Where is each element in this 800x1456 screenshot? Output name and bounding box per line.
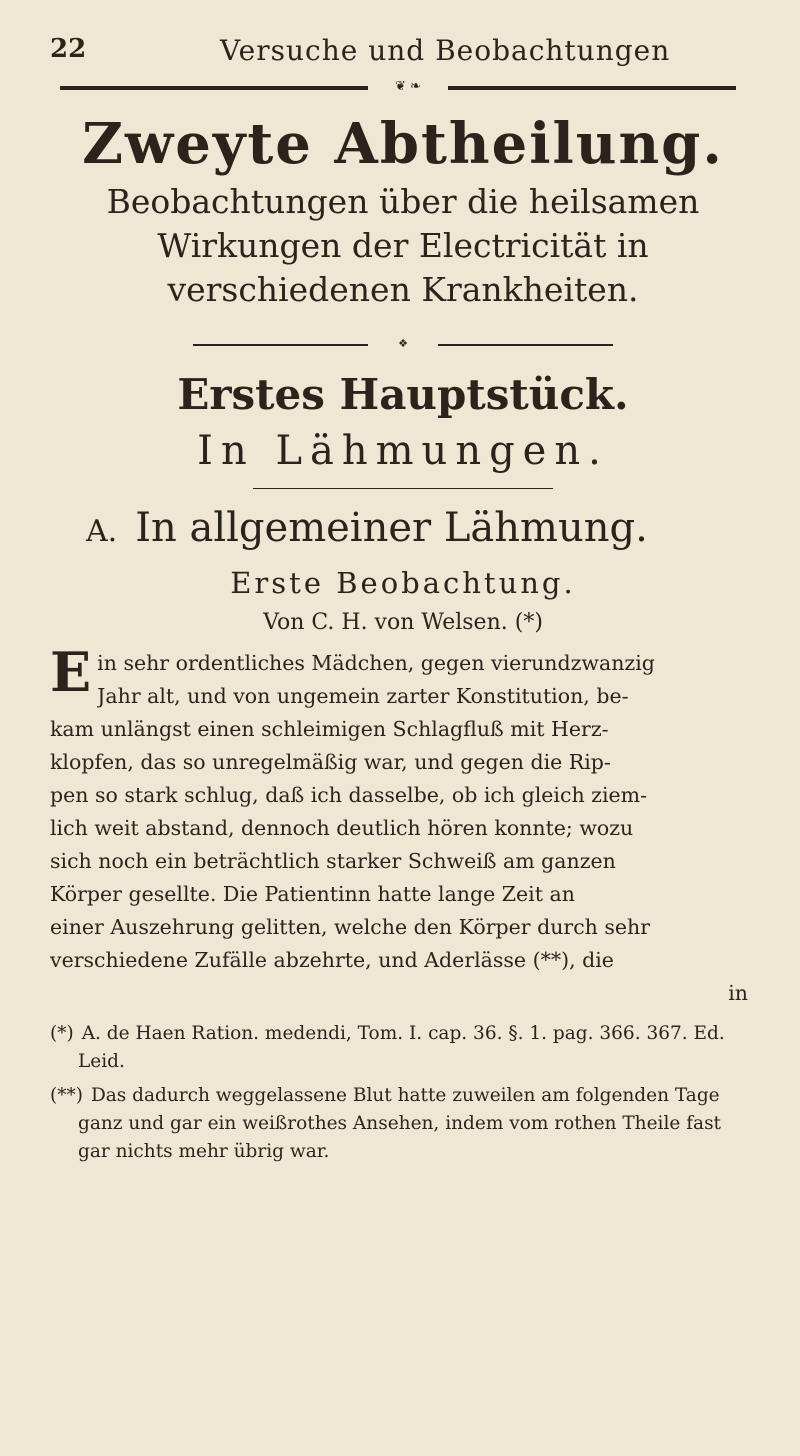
subsection-letter: A.: [86, 514, 118, 549]
thin-rule: [253, 488, 553, 489]
text-line: lich weit abstand, dennoch deutlich hören konnte; wozu: [50, 816, 634, 840]
page-number: 22: [50, 34, 87, 64]
running-title: Versuche und Beobachtungen: [220, 34, 671, 67]
section-ornament-rule: [193, 337, 613, 350]
footnotes: [50, 1020, 756, 1166]
text-line: Körper gesellte. Die Patientinn hatte lange Zeit an: [50, 882, 575, 906]
catchword: in: [728, 981, 748, 1005]
text-line: verschiedene Zufälle abzehrte, und Aderlässe (**), die: [50, 948, 614, 972]
text-line: klopfen, das so unregelmäßig war, und gegen die Rip-: [50, 750, 611, 774]
ornament-icon: ❦ ❧: [368, 80, 448, 94]
ornament-icon: ❖: [368, 337, 438, 351]
observation-title: Erste Beobachtung.: [230, 566, 576, 600]
subsection-heading: [50, 503, 756, 557]
footnote-mark: (**): [50, 1085, 83, 1106]
footnote-mark: (*): [50, 1023, 74, 1044]
footnote: [50, 1020, 756, 1076]
footnote-text: A. de Haen Ration. medendi, Tom. I. cap. 36. §. 1. pag. 366. 367. Ed. Leid.: [78, 1023, 725, 1072]
drop-cap: E: [50, 640, 92, 704]
footnote-text: Das dadurch weggelassene Blut hatte zuweilen am folgenden Tage ganz und gar ein weißrothes Ansehen, indem vom rothen Theile fast gar nichts mehr übrig war.: [78, 1085, 721, 1162]
footnote: [50, 1082, 756, 1166]
text-line: kam unlängst einen schleimigen Schlagfluß mit Herz-: [50, 717, 609, 741]
part-subtitle: In Lähmungen.: [197, 428, 609, 474]
text-line: einer Auszehrung gelitten, welche den Körper durch sehr: [50, 915, 651, 939]
text-line: Jahr alt, und von ungemein zarter Konstitution, be-: [97, 684, 629, 708]
subsection-title: In allgemeiner Lähmung.: [135, 505, 648, 551]
part-title: Erstes Hauptstück.: [177, 370, 629, 419]
text-line: in sehr ordentliches Mädchen, gegen vierundzwanzig: [97, 651, 655, 675]
section-title: Zweyte Abtheilung.: [82, 111, 724, 177]
body-paragraph: [50, 640, 756, 1010]
running-head: [50, 34, 756, 74]
text-line: pen so stark schlug, daß ich dasselbe, ob ich gleich ziem-: [50, 783, 648, 807]
section-subtitle: Beobachtungen über die heilsamen Wirkungen der Electricität in verschiedenen Krankheiten.: [106, 182, 700, 309]
observation-author: Von C. H. von Welsen. (*): [263, 610, 543, 635]
header-ornament-rule: [60, 80, 756, 94]
text-line: sich noch ein beträchtlich starker Schweiß am ganzen: [50, 849, 616, 873]
